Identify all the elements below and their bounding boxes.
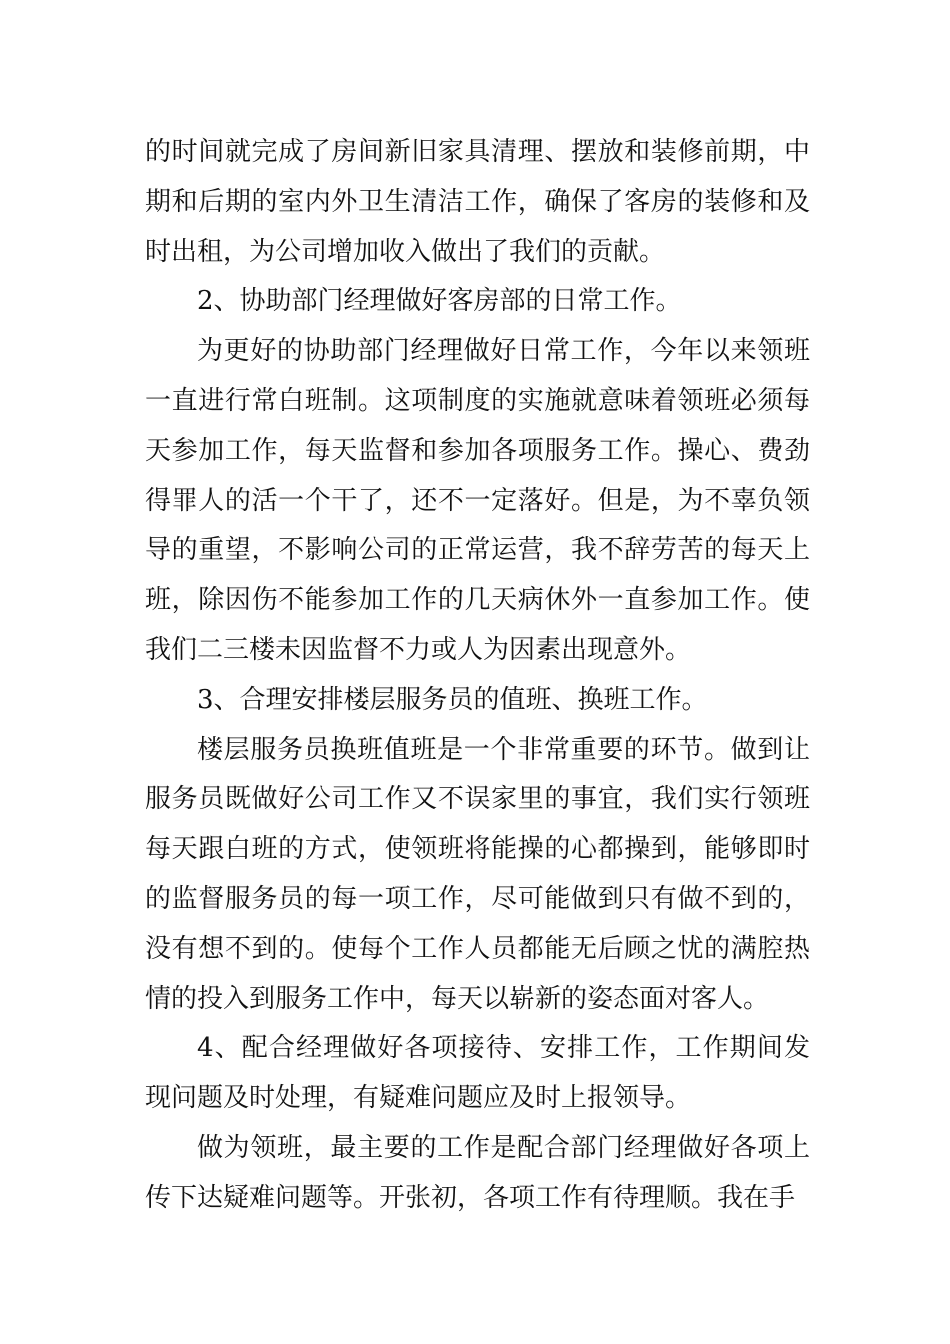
- heading-item-3: 3、合理安排楼层服务员的值班、换班工作。: [197, 684, 708, 715]
- paragraph-item-2-body: 为更好的协助部门经理做好日常工作，今年以来领班一直进行常白班制。这项制度的实施就意味着领班必须每天参加工作，每天监督和参加各项服务工作。操心、费劲得罪人的活一个干了，还不一定落好。但是，为不辜负领导的重望，不影响公司的正常运营，我不辞劳苦的每天上班，除因伤不能参加工作的几天病休外一直参加工作。使我们二三楼未因监督不力或人为因素出现意外。: [145, 336, 810, 665]
- document-body: [145, 128, 810, 1224]
- paragraph-item-3-body: 楼层服务员换班值班是一个非常重要的环节。做到让服务员既做好公司工作又不误家里的事宜，我们实行领班每天跟白班的方式，使领班将能操的心都操到，能够即时的监督服务员的每一项工作，尽可能做到只有做不到的，没有想不到的。使每个工作人员都能无后顾之忧的满腔热情的投入到服务工作中，每天以崭新的姿态面对客人。: [145, 734, 810, 1014]
- paragraph-item-4-body: 做为领班，最主要的工作是配合部门经理做好各项上传下达疑难问题等。开张初，各项工作有待理顺。我在手: [145, 1132, 810, 1213]
- paragraph-continued: 的时间就完成了房间新旧家具清理、摆放和装修前期，中期和后期的室内外卫生清洁工作，确保了客房的装修和及时出租，为公司增加收入做出了我们的贡献。: [145, 137, 810, 267]
- heading-item-4: 4、配合经理做好各项接待、安排工作，工作期间发现问题及时处理，有疑难问题应及时上报领导。: [145, 1033, 810, 1114]
- heading-item-2: 2、协助部门经理做好客房部的日常工作。: [197, 286, 682, 317]
